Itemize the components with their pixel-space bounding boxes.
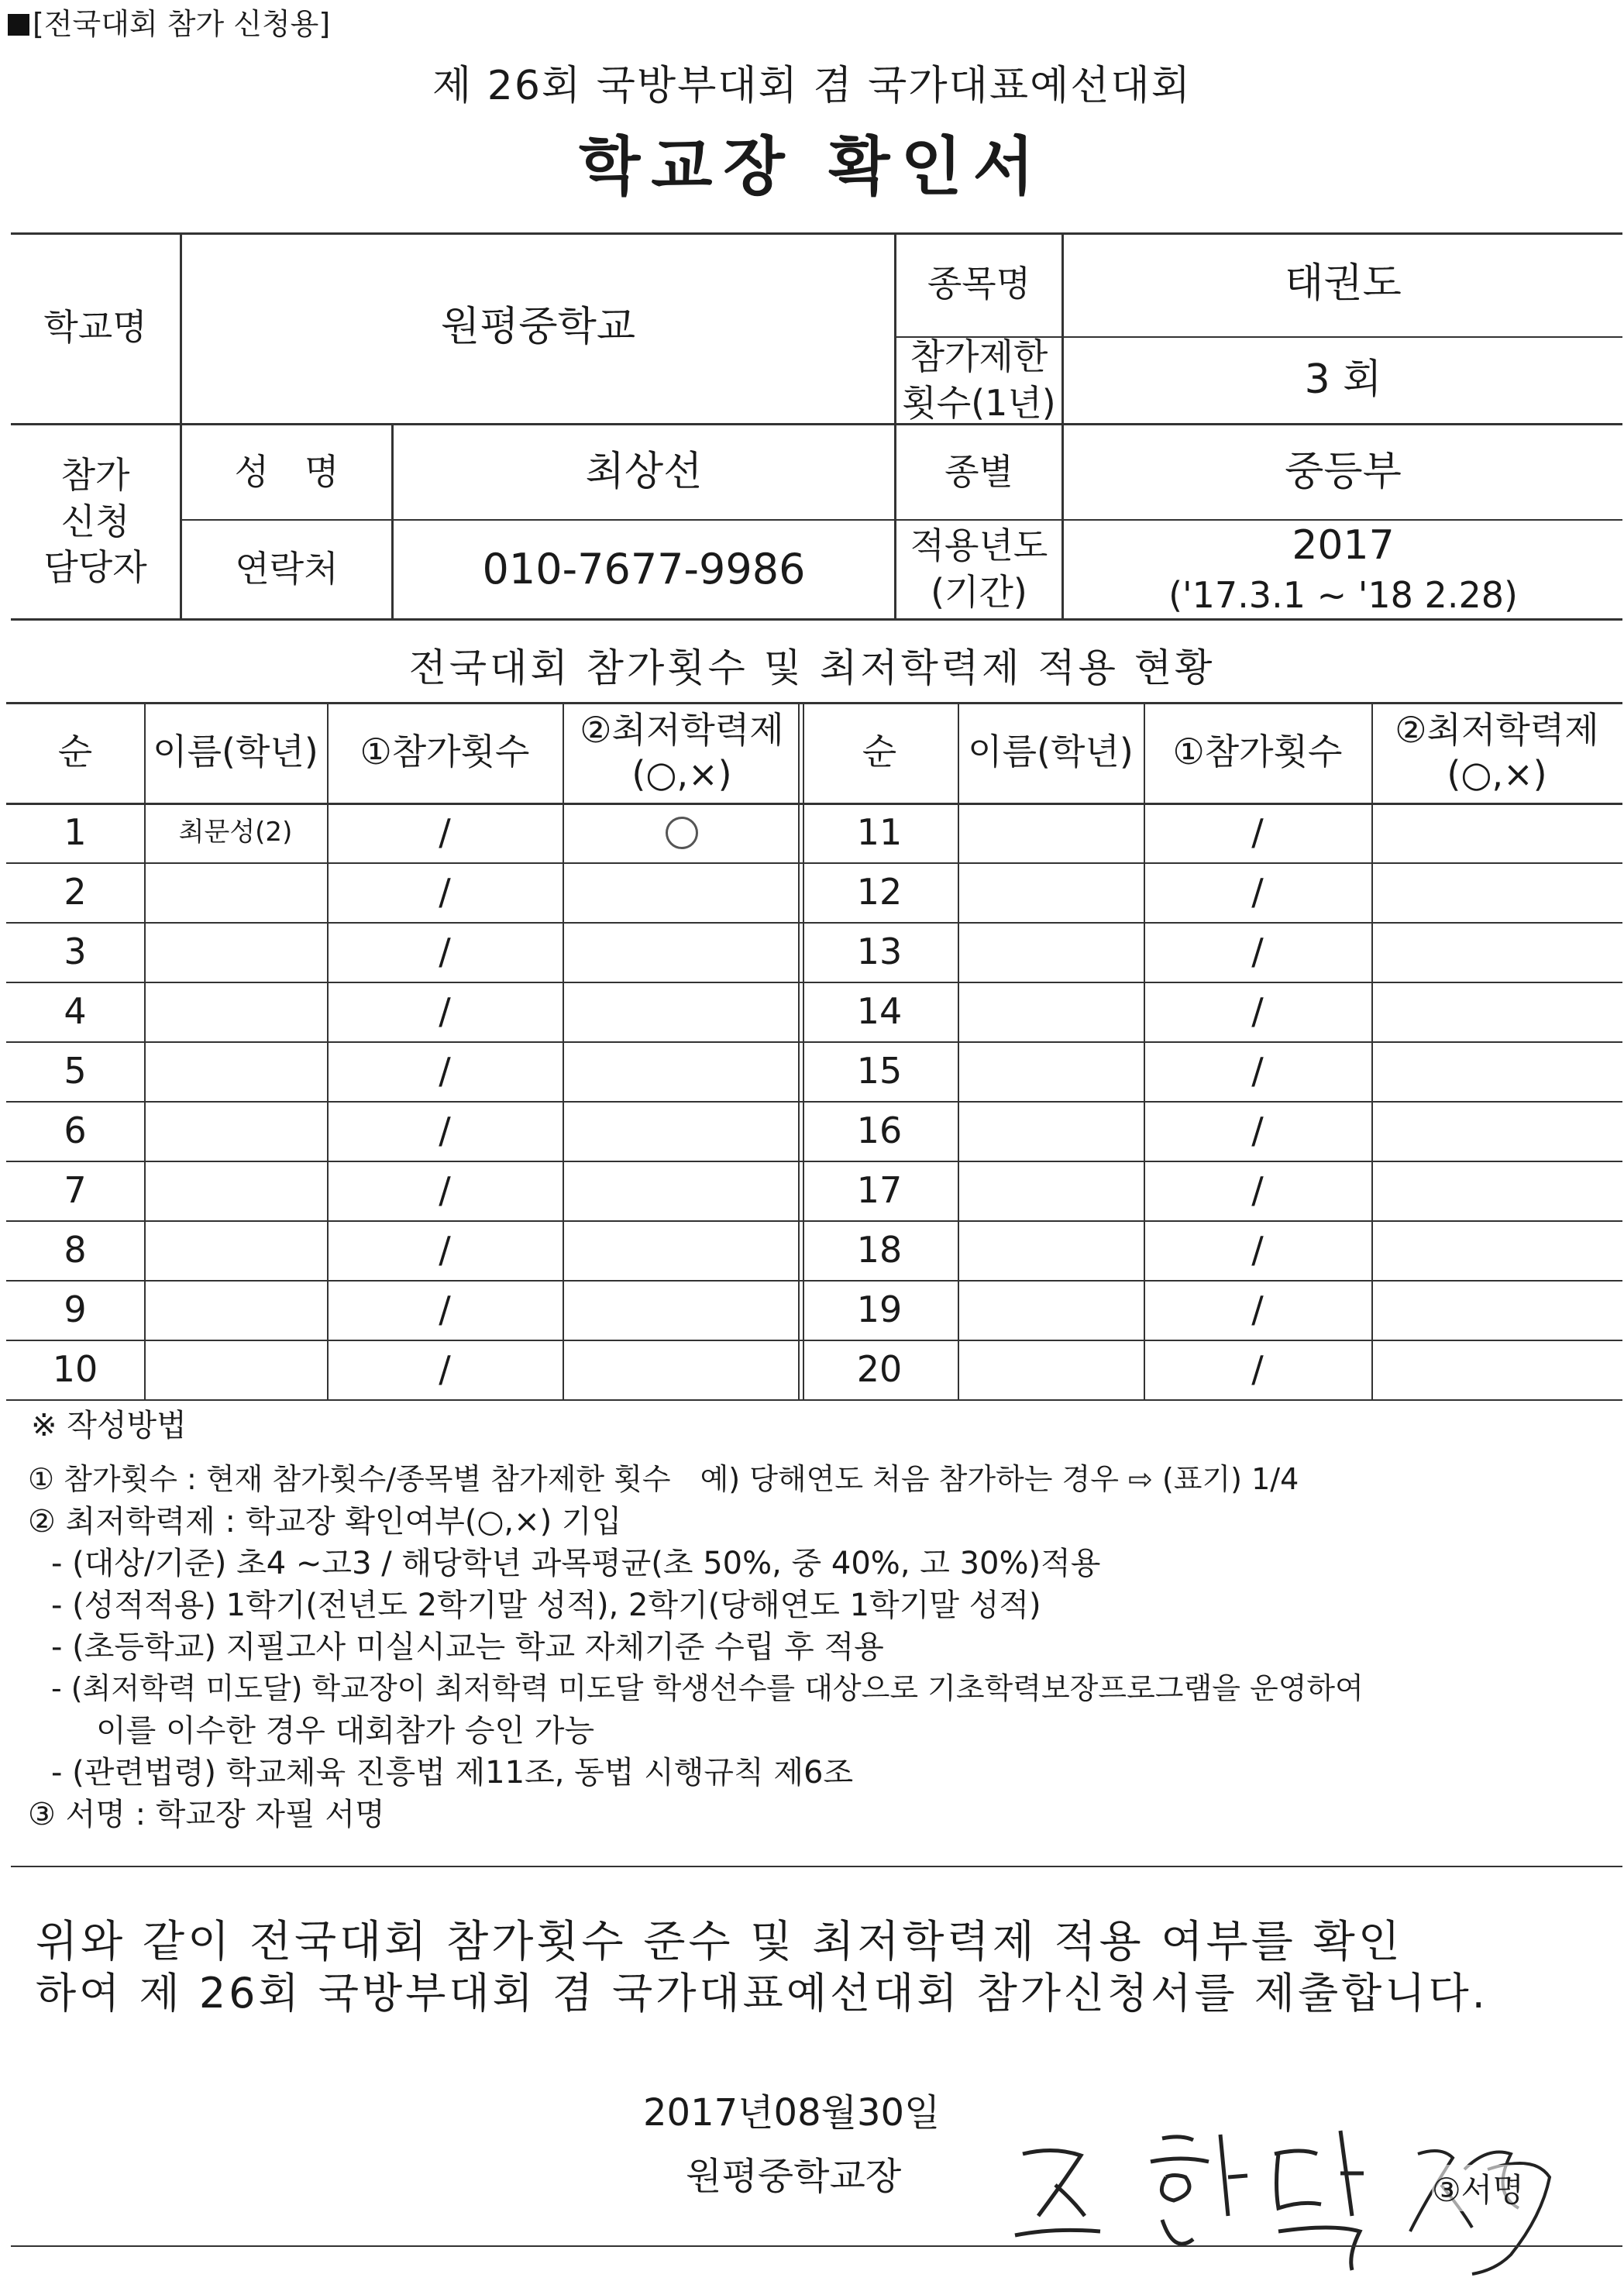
- table-row-min-academic: [563, 922, 801, 982]
- manager-label: [11, 425, 180, 618]
- notes-line: - (대상/기준) 초4 ~고3 / 해당학년 과목평균(초 50%, 중 40%, 고 30%)적용: [51, 1546, 1101, 1581]
- contact-label: 연락처: [235, 548, 339, 590]
- table-row-count-slash: /: [439, 1288, 451, 1330]
- apply-year-label-line2: (기간): [931, 571, 1027, 613]
- section-title: 전국대회 참가횟수 및 최저학력제 적용 현황: [408, 645, 1216, 690]
- closing-line-1: 위와 같이 전국대회 참가횟수 준수 및 최저학력제 적용 여부를 확인: [36, 1917, 1403, 1967]
- table-row-count-slash: /: [1251, 1049, 1264, 1092]
- table-row-number: 13: [856, 930, 903, 972]
- apply-year-value-line1: 2017: [1292, 522, 1395, 569]
- limit-label-line1: 참가제한: [910, 335, 1048, 378]
- table-row-min-academic: [563, 982, 801, 1041]
- table-row-name: [144, 1101, 327, 1161]
- left-header-name: 이름(학년): [153, 731, 318, 773]
- left-header-min-academic: [563, 702, 801, 803]
- table-row-min-academic: [1371, 1041, 1622, 1101]
- table-row-min-academic: [1371, 1340, 1622, 1399]
- signer-title: 원평중학교장: [686, 2155, 902, 2198]
- table-row-name: [144, 922, 327, 982]
- table-row-number: 4: [64, 989, 87, 1032]
- closing-line-2: 하여 제 26회 국방부대회 겸 국가대표예선대회 참가신청서를 제출합니다.: [36, 1969, 1488, 2018]
- table-row-min-academic: [1371, 1220, 1622, 1280]
- divider: [11, 2245, 1622, 2247]
- table-row-count-slash: /: [1251, 1109, 1264, 1151]
- table-row-number: 15: [856, 1049, 903, 1092]
- table-row-count-slash: /: [1251, 1228, 1264, 1271]
- table-row-min-academic: [1371, 1101, 1622, 1161]
- right-header-no: 순: [862, 731, 897, 773]
- signature-label: ③서명: [1432, 2165, 1524, 2211]
- table-row-name: [958, 1161, 1144, 1220]
- table-row-name: 최문성(2): [178, 817, 293, 848]
- table-row-min-academic: [1371, 862, 1622, 922]
- table-row-number: 8: [64, 1228, 87, 1271]
- table-row-count-slash: /: [439, 1049, 451, 1092]
- form-type-label: [8, 0, 330, 43]
- school-name-label: 학교명: [43, 306, 147, 349]
- table-row-name: [144, 1280, 327, 1340]
- left-header-min-academic-line: (○,×): [631, 753, 732, 795]
- table-row-name: [144, 1340, 327, 1399]
- notes-line: 이를 이수한 경우 대회참가 승인 가능: [96, 1713, 595, 1749]
- right-header-name: 이름(학년): [968, 731, 1134, 773]
- table-row-count-slash: /: [439, 1109, 451, 1151]
- notes-line: - (관련법령) 학교체육 진흥법 제11조, 동법 시행규칙 제6조: [51, 1755, 854, 1791]
- table-row-number: 2: [64, 870, 87, 913]
- table-row-count-slash: /: [1251, 810, 1264, 853]
- right-header-min-academic-line: (○,×): [1447, 753, 1547, 795]
- table-row-number: 19: [856, 1288, 903, 1330]
- table-row-name: [958, 1280, 1144, 1340]
- table-row-min-academic: [563, 1101, 801, 1161]
- notes-line: ③ 서명 : 학교장 자필 서명: [28, 1797, 385, 1832]
- table-row-name: [958, 1340, 1144, 1399]
- participation-limit-label: [896, 335, 1061, 424]
- black-square-icon: [8, 14, 29, 36]
- notes-heading: ※ 작성방법: [31, 1408, 187, 1443]
- table-row-min-academic: [563, 1340, 801, 1399]
- submission-date: 2017년08월30일: [643, 2091, 941, 2135]
- apply-year-label-line1: 적용년도: [910, 525, 1048, 567]
- table-row-number: 11: [856, 810, 903, 853]
- table-row-min-academic: [563, 862, 801, 922]
- table-row-count-slash: /: [1251, 1168, 1264, 1211]
- table-row-number: 18: [856, 1228, 903, 1271]
- notes-line: - (최저학력 미도달) 학교장이 최저학력 미도달 학생선수를 대상으로 기초학력보장프로그램을 운영하여: [51, 1671, 1364, 1705]
- table-row-name: [144, 1161, 327, 1220]
- manager-name-label: 성 명: [234, 450, 339, 493]
- table-row-name: [144, 1220, 327, 1280]
- document-subtitle: 제 26회 국방부대회 겸 국가대표예선대회: [432, 63, 1192, 109]
- table-row-count-slash: /: [439, 1347, 451, 1390]
- divider: [11, 1866, 1622, 1867]
- table-row-name: [958, 1220, 1144, 1280]
- division-label: 종별: [944, 450, 1013, 493]
- left-header-min-academic-line: ②최저학력제: [580, 708, 784, 751]
- table-row-name: [958, 1101, 1144, 1161]
- table-row-name: [958, 862, 1144, 922]
- right-header-min-academic: [1371, 702, 1622, 803]
- table-row-name: [958, 1041, 1144, 1101]
- table-row-number: 14: [856, 989, 903, 1032]
- right-header-count: ①참가횟수: [1172, 731, 1343, 773]
- table-row-count-slash: /: [439, 930, 451, 972]
- notes-line: - (초등학교) 지필고사 미실시교는 학교 자체기준 수립 후 적용: [51, 1629, 884, 1665]
- table-row-number: 10: [52, 1347, 98, 1390]
- table-row-count-slash: /: [439, 1228, 451, 1271]
- form-type-text: [전국대회 참가 신청용]: [33, 7, 331, 41]
- table-row-name: [144, 1041, 327, 1101]
- table-row-number: 9: [64, 1288, 87, 1330]
- table-row-count-slash: /: [1251, 1288, 1264, 1330]
- table-row-min-academic: [1371, 803, 1622, 862]
- notes-line: - (성적적용) 1학기(전년도 2학기말 성적), 2학기(당해연도 1학기말 성적): [51, 1588, 1041, 1623]
- table-row-count-slash: /: [1251, 1347, 1264, 1390]
- division-value: 중등부: [1285, 448, 1402, 495]
- table-row-number: 20: [856, 1347, 903, 1390]
- participation-limit-value: 3 회: [1304, 356, 1382, 404]
- table-row-min-academic: [563, 1280, 801, 1340]
- apply-year-value: [1064, 521, 1622, 618]
- document-title: 학교장 확인서: [579, 130, 1045, 204]
- apply-year-label: [896, 521, 1061, 618]
- table-row-count-slash: /: [439, 810, 451, 853]
- table-row-count-slash: /: [439, 870, 451, 913]
- table-row-name: [144, 862, 327, 922]
- table-row-count-slash: /: [439, 1168, 451, 1211]
- table-row-min-academic: [1371, 1161, 1622, 1220]
- table-row-number: 1: [64, 810, 87, 853]
- left-header-no: 순: [57, 731, 93, 773]
- contact-value: 010-7677-9986: [482, 544, 806, 593]
- right-header-min-academic-line: ②최저학력제: [1395, 708, 1599, 751]
- table-row-min-academic: [1371, 922, 1622, 982]
- table-row-min-academic: [1371, 1280, 1622, 1340]
- table-row-number: 3: [64, 930, 87, 972]
- table-row-min-academic: [563, 1220, 801, 1280]
- left-header-count: ①참가횟수: [360, 731, 530, 773]
- table-row-count-slash: /: [1251, 930, 1264, 972]
- table-row-name: [144, 982, 327, 1041]
- manager-label-line3: 담당자: [43, 546, 147, 589]
- event-name-label: 종목명: [927, 263, 1031, 305]
- table-row-count-slash: /: [439, 989, 451, 1032]
- table-row-min-academic: [1371, 982, 1622, 1041]
- notes-line: ② 최저학력제 : 학교장 확인여부(○,×) 기입: [28, 1504, 622, 1540]
- table-row-name: [958, 803, 1144, 862]
- table-row-number: 12: [856, 870, 903, 913]
- school-name-value: 원평중학교: [440, 304, 636, 351]
- table-row-number: 7: [64, 1168, 87, 1211]
- manager-label-line1: 참가: [60, 453, 130, 496]
- table-row-number: 5: [64, 1049, 87, 1092]
- table-row-min-academic: [563, 1041, 801, 1101]
- table-row-number: 16: [856, 1109, 903, 1151]
- table-row-number: 17: [856, 1168, 903, 1211]
- table-grid-line: [6, 1399, 1622, 1401]
- table-row-name: [958, 982, 1144, 1041]
- circle-mark-icon: [666, 817, 698, 849]
- manager-name-value: 최상선: [585, 448, 703, 495]
- apply-year-value-line2: ('17.3.1 ~ '18 2.28): [1168, 573, 1518, 616]
- table-row-min-academic: [563, 1161, 801, 1220]
- notes-line: ① 참가횟수 : 현재 참가횟수/종목별 참가제한 횟수 예) 당해연도 처음 참가하는 경우 ⇨ (표기) 1/4: [28, 1462, 1299, 1496]
- table-row-count-slash: /: [1251, 870, 1264, 913]
- limit-label-line2: 횟수(1년): [902, 382, 1056, 424]
- event-name-value: 태권도: [1285, 260, 1402, 308]
- table-row-name: [958, 922, 1144, 982]
- manager-label-line2: 신청: [60, 500, 130, 542]
- table-row-min-academic: [563, 803, 801, 862]
- table-row-count-slash: /: [1251, 989, 1264, 1032]
- table-row-number: 6: [64, 1109, 87, 1151]
